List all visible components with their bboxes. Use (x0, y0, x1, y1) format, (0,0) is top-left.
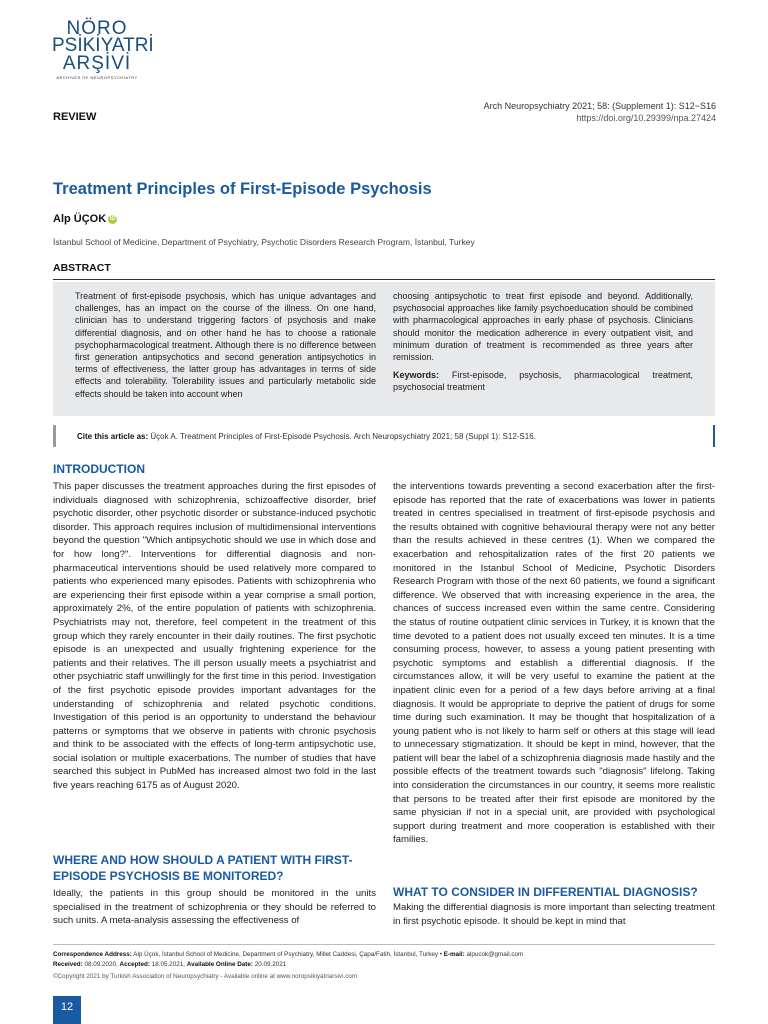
affiliation: İstanbul School of Medicine, Department of Psychiatry, Psychotic Disorders Research Program, İstanbul, Turkey (53, 237, 475, 247)
author-line (53, 213, 117, 225)
keywords-text: First-episode, psychosis, pharmacological treatment, psychosocial treatment (393, 370, 693, 393)
cite-label: Cite this article as: (77, 432, 149, 441)
correspondence-text: Alp Üçok, İstanbul School of Medicine, Department of Psychiatry, Millet Caddesi, Çapa/Fatih, İstanbul, Turkey • (133, 951, 442, 958)
accepted-date: 18.05.2021, (151, 960, 185, 968)
copyright: ©Copyright 2021 by Turkish Association of Neuropsychiatry - Available online at www.noropsikiyatriarsivi.com (53, 973, 358, 980)
orcid-icon[interactable]: iD (109, 215, 116, 222)
logo-tagline: ARCHIVES OF NEUROPSYCHIATRY (56, 75, 138, 80)
journal-logo (52, 18, 154, 80)
correspondence-footer (53, 950, 715, 969)
where-heading: WHERE AND HOW SHOULD A PATIENT WITH FIRST-EPISODE PSYCHOSIS BE MONITORED? (53, 853, 353, 883)
footer-divider (53, 944, 715, 945)
journal-reference: Arch Neuropsychiatry 2021; 58: (Supplement 1): S12−S16 (483, 101, 716, 111)
correspondence-label: Correspondence Address: (53, 951, 132, 958)
abstract-right-column (393, 290, 693, 394)
abstract-heading: ABSTRACT (53, 262, 111, 274)
abstract-left-column: Treatment of first-episode psychosis, which has unique advantages and challenges, has an impact on the course of the illness. On one hand, clinician has to understand triggering factors of psychosis and make differential diagnosis, and on other hand he has to choose a rationale psychopharmacological treatment. Although there is no difference between first generation antipsychotics and second generation antipsychotics in terms of effectiveness, the latter group has advantages in terms of side effects and tolerability. Tolerability issues and particularly metabolic side effects should be taken into account when (75, 291, 376, 399)
author-name: Alp ÜÇOK (53, 213, 107, 225)
right-column-text: the interventions towards preventing a second exacerbation after the first-episode has reported that the rate of exacerbations was lower in patients treated in centres specialised in treatment of first-episode psychosis and the results obtained with cognitive behavioural therapy were not any better than the results achieved in these centres (1). When we compared the exacerbation and rehospitalization rates of the first 20 patients we monitored in the Istanbul School of Medicine, Psychotic Disorders Research Program with those of the next 60 patients, we found a significant difference. We observed that with increasing experience in the area, the chances of success increased even within the same centre. Considering the status of routine outpatient clinic services in Turkey, it is known that the time devoted to a patient does not usually exceed ten minutes. It is a time consuming process, however, to assess a young patient presenting with psychotic symptoms and establish a differential diagnosis. If the circumstances allow, it will be very useful to examine the patient at the inpatient clinic even for a period of a few days before arriving at a final diagnosis. It would be appropriate to deprive the patient of drugs for some time during such examination. It may be thought that hospitalization of a young patient who is not likely to harm self or others at this stage will lead to unnecessary stigmatization. It should be kept in mind, however, that the patient will bear the label of a schizophrenia diagnosis made hastily and the possible effects of the treatment towards such "diagnosis" lifelong. Taking into consideration the circumstances in our country, it seems more realistic that persons to be treated after their first episode are monitored by the same physician if not in a special unit, are provided with psychological support during treatment and more cooperation is established with their families. (393, 481, 715, 846)
introduction-text: This paper discusses the treatment approaches during the first episodes of individuals diagnosed with schizophrenia, schizoaffective disorder, brief psychotic disorder, other psychotic disorder or substance-induced psychotic disorder. This approach requires inclusion of multidimensional interventions beyond the question "Which antipsychotic should we use in which dose and for how long?". Interventions for differential diagnosis and non-pharmaceutical interventions should be used relatively more compared to patients who experienced many episodes. Patients with schizophrenia who are experiencing their first episode within a year comprise a small portion, approximately 2%, of the entire population of patients with schizophrenia. Psychiatrists may not, therefore, feel competent in the treatment of this group which they rarely encounter in their daily routines. The first psychotic episode is an unexpected and usually frightening experience for the patients and their relatives. The ill person usually meets a psychiatrist and other psychiatric staff unwillingly for the first time in this period. Investigation of the first psychotic episode provides important advantages for the understanding of schizophrenia and related psychotic conditions. Investigation of this period is an opportunity to understand the behaviour patterns or symptoms that we observe in patients with chronic psychosis and think to be associated with the effects of long-term antipsychotic use, social isolation or multiple exacerbations. The number of studies that have searched this subject in PubMed has increased almost two fold in the last five years reaching 6175 as of August 2020. (53, 481, 376, 792)
cite-text: Üçok A. Treatment Principles of First-Episode Psychosis. Arch Neuropsychiatry 2021; 58 (Suppl 1): S12-S16. (150, 432, 536, 441)
doi-link[interactable]: https://doi.org/10.29399/npa.27424 (576, 113, 716, 123)
abstract-right-text: choosing antipsychotic to treat first episode and beyond. Additionally, psychosocial approaches like family psychoeducation should be combined with pharmacological approaches in early phase of psychosis. Clinicians should monitor the medication adherence in every outpatient visit, and minimum duration of treatment is recommended as three years after remission. (393, 291, 693, 363)
keywords (393, 369, 693, 393)
logo-line-2: PSİKİYATRİ (52, 35, 154, 56)
journal-citation (484, 100, 716, 124)
page-number: 12 (53, 996, 81, 1024)
cite-this-article (77, 432, 536, 441)
dates-line (53, 960, 715, 970)
abstract-divider (53, 279, 715, 280)
cite-left-bar (53, 425, 56, 447)
article-title: Treatment Principles of First-Episode Psychosis (53, 180, 432, 198)
cite-right-bar (713, 425, 715, 447)
email-label: E-mail: (443, 951, 465, 958)
accepted-label: Accepted: (119, 960, 150, 968)
article-type: REVIEW (53, 111, 97, 123)
received-date: 08.09.2020, (84, 960, 118, 968)
correspondence-line (53, 950, 715, 960)
received-label: Received: (53, 960, 83, 968)
keywords-label: Keywords: (393, 370, 440, 381)
introduction-heading: INTRODUCTION (53, 462, 145, 476)
online-label: Available Online Date: (186, 960, 254, 968)
email-address[interactable]: alpucok@gmail.com (466, 951, 524, 958)
differential-diagnosis-heading: WHAT TO CONSIDER IN DIFFERENTIAL DIAGNOSIS? (393, 885, 698, 899)
logo-line-3: ARŞİVİ (62, 53, 132, 74)
logo-line-1: NÖRO (66, 18, 128, 39)
differential-diagnosis-text: Making the differential diagnosis is more important than selecting treatment in first psychotic episode. It should be kept in mind that (393, 902, 715, 927)
online-date: 20.09.2021 (254, 960, 287, 968)
where-text: Ideally, the patients in this group should be monitored in the units specialised in the treatment of schizophrenia or they should be referred to such units. A meta-analysis assessing the effectiveness of (53, 888, 376, 927)
